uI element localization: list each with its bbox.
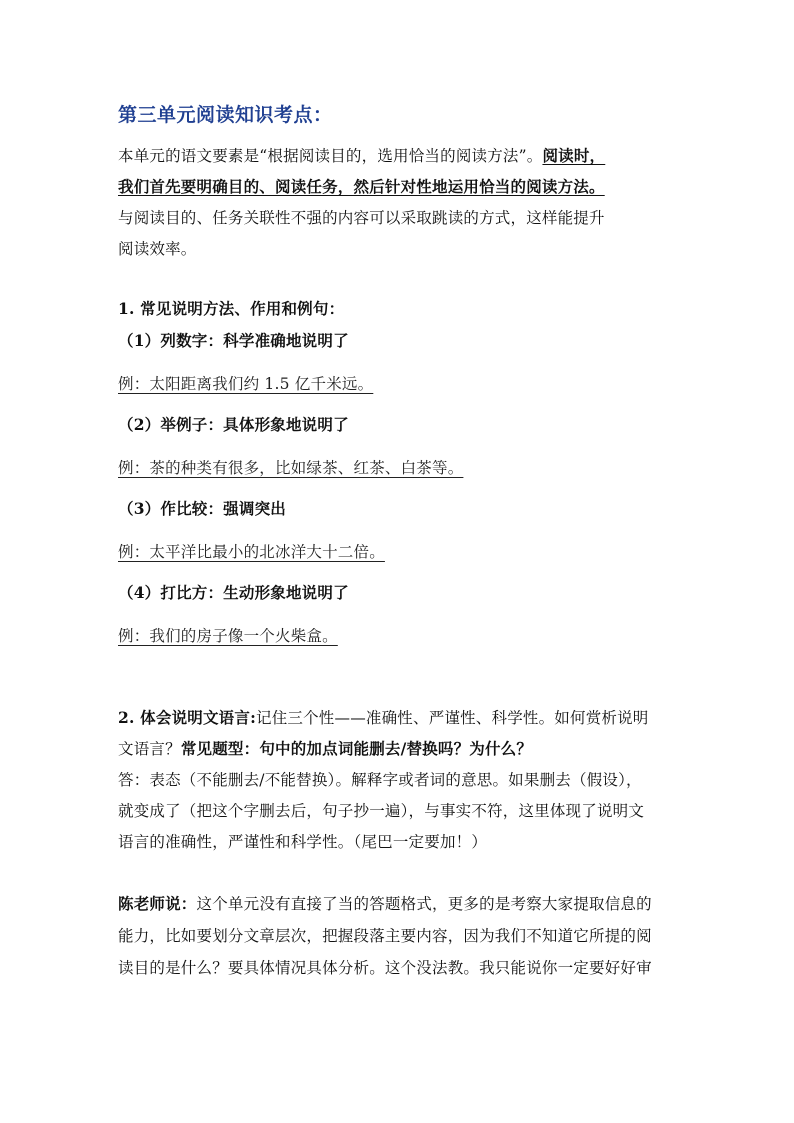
intro-line-4: 阅读效率。 (118, 240, 197, 258)
section-1-heading: 1. 常见说明方法、作用和例句： (118, 299, 345, 318)
answer-line: 答：表态（不能删去/不能替换）。解释字或者词的意思。如果删去（假设）， (118, 771, 642, 789)
question-type: 常见题型：句中的加点词能删去/替换吗？为什么？ (180, 739, 533, 758)
page-title: 第三单元阅读知识考点： (118, 104, 333, 126)
method-item-example: 例：茶的种类有很多，比如绿茶、红茶、白茶等。 (118, 459, 464, 477)
method-item-example: 例：我们的房子像一个火柴盒。 (118, 627, 338, 645)
method-item-label: （1）列数字：科学准确地说明了 (118, 331, 349, 350)
intro-line-1 (118, 145, 605, 167)
section-2-line-2 (118, 738, 532, 760)
answer-line: 语言的准确性，严谨性和科学性。（尾巴一定要加！） (118, 833, 488, 851)
intro-line-2-emphasis: 我们首先要明确目的、阅读任务，然后针对性地运用恰当的阅读方法。 (118, 177, 605, 196)
intro-line-1-emphasis: 阅读时， (542, 146, 606, 165)
teacher-text: 这个单元没有直接了当的答题格式，更多的是考察大家提取信息的 (196, 895, 652, 913)
teacher-label: 陈老师说： (118, 894, 197, 913)
section-2-heading: 2. 体会说明文语言: (118, 708, 256, 727)
teacher-line-1 (118, 893, 652, 915)
intro-line-1-text: 本单元的语文要素是“根据阅读目的，选用恰当的阅读方法”。 (118, 147, 543, 165)
teacher-line: 能力，比如要划分文章层次，把握段落主要内容，因为我们不知道它所提的阅 (118, 927, 652, 945)
method-item-example: 例：太平洋比最小的北冰洋大十二倍。 (118, 543, 385, 561)
section-2-line-2-text: 文语言？ (118, 740, 181, 758)
method-item-example: 例：太阳距离我们约 1.5 亿千米远。 (118, 375, 374, 393)
section-2-line-1 (118, 707, 649, 729)
method-item-label: （3）作比较：强调突出 (118, 499, 286, 518)
section-2-heading-rest: 记住三个性——准确性、严谨性、科学性。如何赏析说明 (256, 709, 649, 727)
method-item-label: （2）举例子：具体形象地说明了 (118, 415, 349, 434)
intro-line-3: 与阅读目的、任务关联性不强的内容可以采取跳读的方式，这样能提升 (118, 209, 605, 227)
teacher-line: 读目的是什么？要具体情况具体分析。这个没法教。我只能说你一定要好好审 (118, 959, 652, 977)
method-item-label: （4）打比方：生动形象地说明了 (118, 583, 349, 602)
answer-line: 就变成了（把这个字删去后，句子抄一遍），与事实不符，这里体现了说明文 (118, 802, 645, 820)
